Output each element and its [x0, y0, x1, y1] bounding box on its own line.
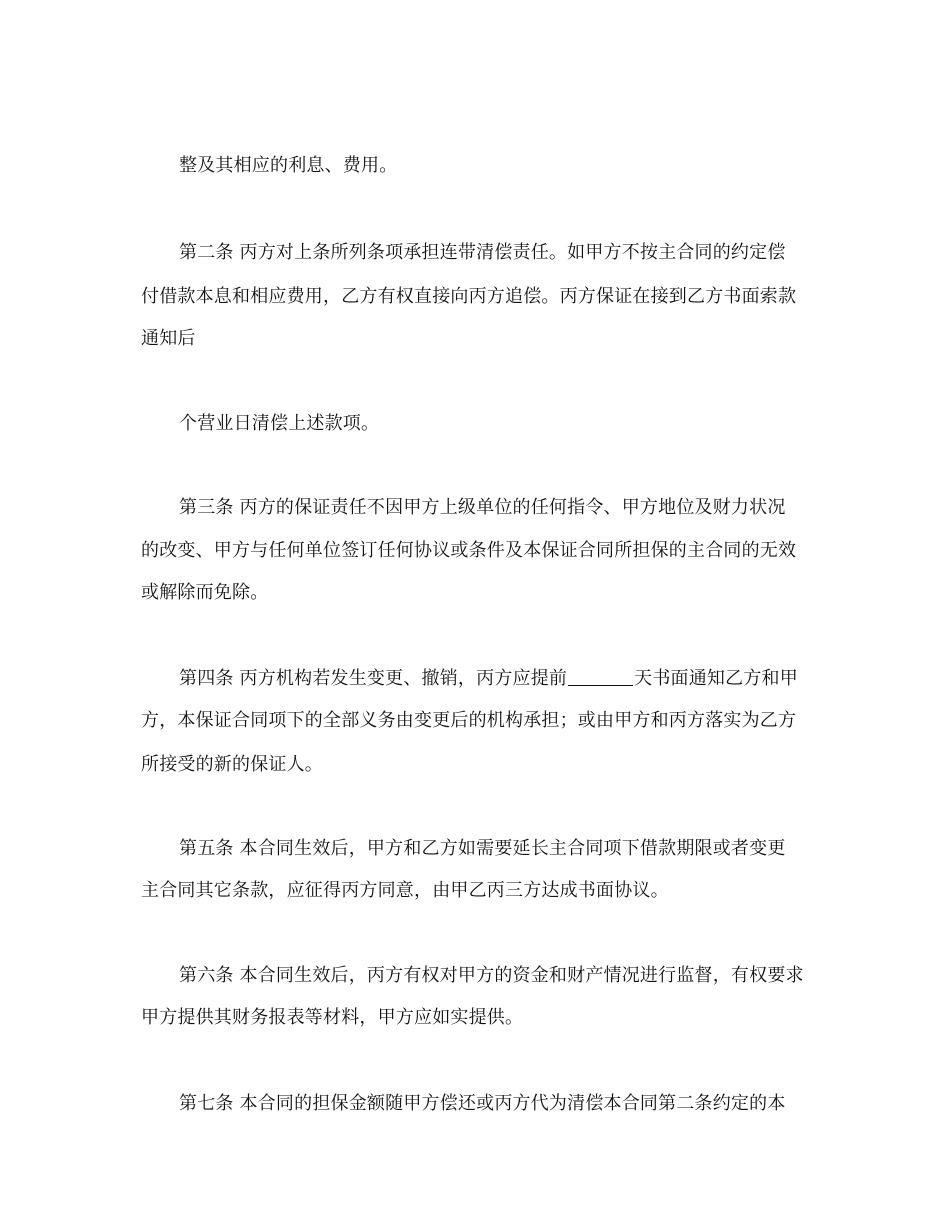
article-2-continuation: 个营业日清偿上述款项。	[179, 413, 380, 434]
article-2-line-1: 第二条 丙方对上条所列条项承担连带清偿责任。如甲方不按主合同的约定偿	[179, 242, 786, 263]
article-3-line-3: 或解除而免除。	[141, 582, 269, 603]
article-4-text-before-blank: 第四条 丙方机构若发生变更、撤销，丙方应提前	[179, 668, 568, 689]
article-2-line-3: 通知后	[141, 328, 196, 349]
article-4-line-2: 方，本保证合同项下的全部义务由变更后的机构承担；或由甲方和丙方落实为乙方	[141, 710, 797, 731]
article-6-line-2: 甲方提供其财务报表等材料，甲方应如实提供。	[141, 1007, 524, 1028]
article-5-line-1: 第五条 本合同生效后，甲方和乙方如需要延长主合同项下借款期限或者变更	[179, 838, 786, 859]
article-5-line-2: 主合同其它条款，应征得丙方同意，由甲乙丙三方达成书面协议。	[141, 880, 669, 901]
article-7-line-1: 第七条 本合同的担保金额随甲方偿还或丙方代为清偿本合同第二条约定的本	[179, 1093, 786, 1114]
days-blank-field[interactable]	[568, 667, 633, 686]
paragraph-1-line-1: 整及其相应的利息、费用。	[179, 155, 398, 176]
article-6-line-1: 第六条 本合同生效后，丙方有权对甲方的资金和财产情况进行监督，有权要求	[179, 965, 804, 986]
article-3-line-1: 第三条 丙方的保证责任不因甲方上级单位的任何指令、甲方地位及财力状况	[179, 497, 786, 518]
article-3-line-2: 的改变、甲方与任何单位签订任何协议或条件及本保证合同所担保的主合同的无效	[141, 540, 797, 561]
article-2-line-2: 付借款本息和相应费用，乙方有权直接向丙方追偿。丙方保证在接到乙方书面索款	[141, 286, 797, 307]
article-4-text-after-blank: 天书面通知乙方和甲	[634, 668, 798, 689]
article-4-line-1	[179, 667, 859, 691]
article-4-line-3: 所接受的新的保证人。	[141, 754, 323, 775]
